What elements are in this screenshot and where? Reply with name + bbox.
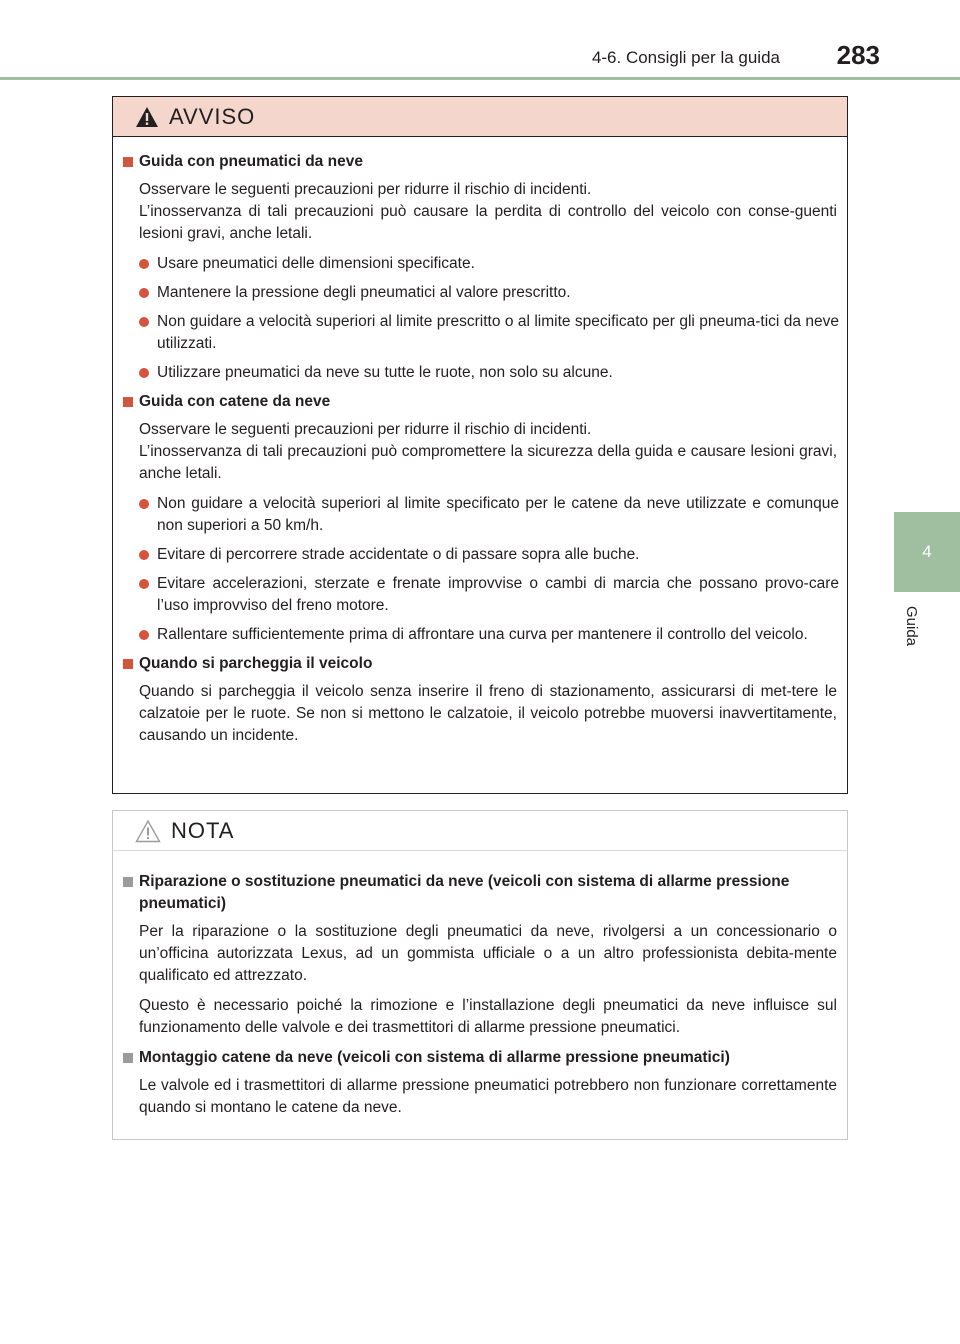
list-item: Non guidare a velocità superiori al limite specificato per le catene da neve utilizzate e comunque non superiori a 50 km/h. (123, 493, 839, 537)
square-bullet-icon (123, 1053, 133, 1063)
round-bullet-icon (139, 288, 149, 298)
round-bullet-icon (139, 579, 149, 589)
section-heading: Guida con pneumatici da neve (123, 151, 839, 173)
page-number: 283 (836, 40, 880, 70)
warning-header (113, 97, 847, 137)
section-text: Per la riparazione o la sostituzione degli pneumatici da neve, rivolgersi a un concessionario o un’officina autorizzata Lexus, ad un gommista ufficiale o a un altro professionista debita-mente qualificato ed attrezzato. (139, 923, 837, 984)
section-text: Le valvole ed i trasmettitori di allarme pressione pneumatici potrebbero non funzionare correttamente quando si montano le catene da neve. (139, 1077, 837, 1116)
list-item: Rallentare sufficientemente prima di affrontare una curva per mantenere il controllo del veicolo. (123, 624, 839, 646)
round-bullet-icon (139, 317, 149, 327)
chapter-title: 4-6. Consigli per la guida (591, 48, 780, 67)
section-heading: Quando si parcheggia il veicolo (123, 653, 839, 675)
square-bullet-icon (123, 877, 133, 887)
warning-box (112, 96, 848, 794)
list-item: Evitare di percorrere strade accidentate o di passare sopra alle buche. (123, 544, 839, 566)
round-bullet-icon (139, 499, 149, 509)
list-item: Evitare accelerazioni, sterzate e frenate improvvise o cambi di marcia che possano provo-care l’uso improvviso del freno motore. (123, 573, 839, 617)
section-text: Quando si parcheggia il veicolo senza inserire il freno di stazionamento, assicurarsi di met-tere le calzatoie per le ruote. Se non si mettono le calzatoie, il veicolo potrebbe muoversi inavvertitamente, causando un incidente. (139, 683, 837, 744)
note-body (113, 851, 847, 1119)
list-item: Non guidare a velocità superiori al limite prescritto o al limite specificato per gli pneuma-tici da neve utilizzati. (123, 311, 839, 355)
round-bullet-icon (139, 550, 149, 560)
section-text: Questo è necessario poiché la rimozione e l’installazione degli pneumatici da neve influisce sul funzionamento delle valvole e dei trasmettitori di allarme pressione pneumatici. (139, 997, 837, 1036)
warning-body (113, 137, 847, 747)
caution-triangle-icon (135, 819, 161, 843)
list-item: Mantenere la pressione degli pneumatici al valore prescritto. (123, 282, 839, 304)
chapter-tab (894, 512, 960, 592)
page-header (0, 0, 960, 80)
round-bullet-icon (139, 259, 149, 269)
chapter-label: Guida (903, 606, 920, 647)
header-divider (0, 77, 960, 80)
chapter-number: 4 (922, 542, 932, 561)
list-item: Utilizzare pneumatici da neve su tutte le ruote, non solo su alcune. (123, 362, 839, 384)
square-bullet-icon (123, 157, 133, 167)
section-heading: Guida con catene da neve (123, 391, 839, 413)
note-header (113, 811, 847, 851)
warning-triangle-icon (135, 106, 159, 128)
note-box (112, 810, 848, 1140)
list-item: Usare pneumatici delle dimensioni specificate. (123, 253, 839, 275)
warning-title: AVVISO (169, 103, 256, 129)
section-heading: Montaggio catene da neve (veicoli con sistema di allarme pressione pneumatici) (123, 1047, 839, 1069)
square-bullet-icon (123, 397, 133, 407)
square-bullet-icon (123, 659, 133, 669)
section-text: Osservare le seguenti precauzioni per ridurre il rischio di incidenti. L’inosservanza di tali precauzioni può causare la perdita di controllo del veicolo con conse-guenti lesioni gravi, anche letali. (139, 181, 837, 242)
note-title: NOTA (171, 817, 235, 843)
section-text: Osservare le seguenti precauzioni per ridurre il rischio di incidenti. L’inosservanza di tali precauzioni può compromettere la sicurezza della guida e causare lesioni gravi, anche letali. (139, 421, 837, 482)
section-heading: Riparazione o sostituzione pneumatici da neve (veicoli con sistema di allarme pressione pneumatici) (123, 871, 839, 915)
round-bullet-icon (139, 630, 149, 640)
round-bullet-icon (139, 368, 149, 378)
